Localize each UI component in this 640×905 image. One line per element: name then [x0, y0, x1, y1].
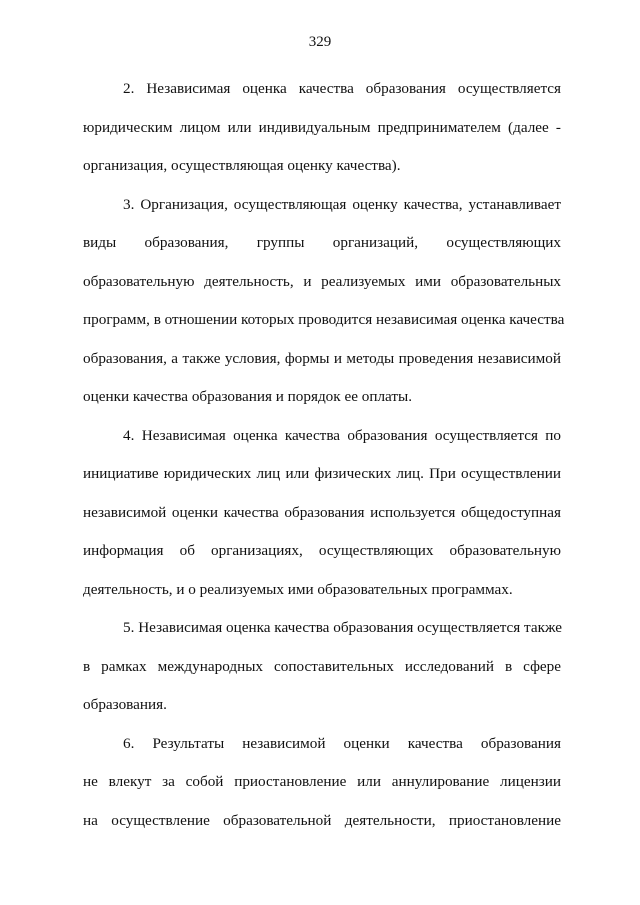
text-line: юридическим лицом или индивидуальным предпринимателем (далее -: [83, 118, 561, 136]
text-line: не влекут за собой приостановление или аннулирование лицензии: [83, 773, 561, 790]
paragraph-4: [83, 417, 561, 610]
text-line: оценки качества образования и порядок ее оплаты.: [83, 388, 413, 405]
text-line: образовательную деятельность, и реализуемых ими образовательных: [83, 272, 561, 290]
text-line: 2. Независимая оценка качества образования осуществляется: [123, 80, 561, 97]
text-line: 5. Независимая оценка качества образования осуществляется также: [123, 619, 563, 636]
text-line: образования, а также условия, формы и методы проведения независимой: [83, 349, 561, 367]
text-line: 4. Независимая оценка качества образования осуществляется по: [123, 426, 561, 444]
text-line: независимой оценки качества образования используется общедоступная: [83, 503, 561, 521]
text-line: виды образования, группы организаций, осуществляющих: [83, 234, 561, 251]
paragraph-6: [83, 725, 561, 841]
body-text: [83, 70, 565, 840]
text-line: информация об организациях, осуществляющих образовательную: [83, 542, 561, 559]
text-line: 6. Результаты независимой оценки качества образования: [123, 734, 561, 752]
text-line: организация, осуществляющая оценку качества).: [83, 157, 401, 174]
page-number: 329: [308, 34, 332, 50]
paragraph-3: [83, 186, 565, 417]
text-line: в рамках международных сопоставительных исследований в сфере: [83, 657, 561, 675]
text-line: инициативе юридических лиц или физических лиц. При осуществлении: [83, 465, 561, 482]
text-line: образования.: [83, 696, 167, 713]
text-line: 3. Организация, осуществляющая оценку качества, устанавливает: [123, 195, 561, 213]
paragraph-5: [83, 609, 561, 725]
text-line: деятельность, и о реализуемых ими образовательных программах.: [83, 580, 513, 598]
text-line: на осуществление образовательной деятельности, приостановление: [83, 811, 561, 829]
text-line: программ, в отношении которых проводится независимая оценка качества: [83, 311, 565, 328]
paragraph-2: [83, 70, 561, 186]
